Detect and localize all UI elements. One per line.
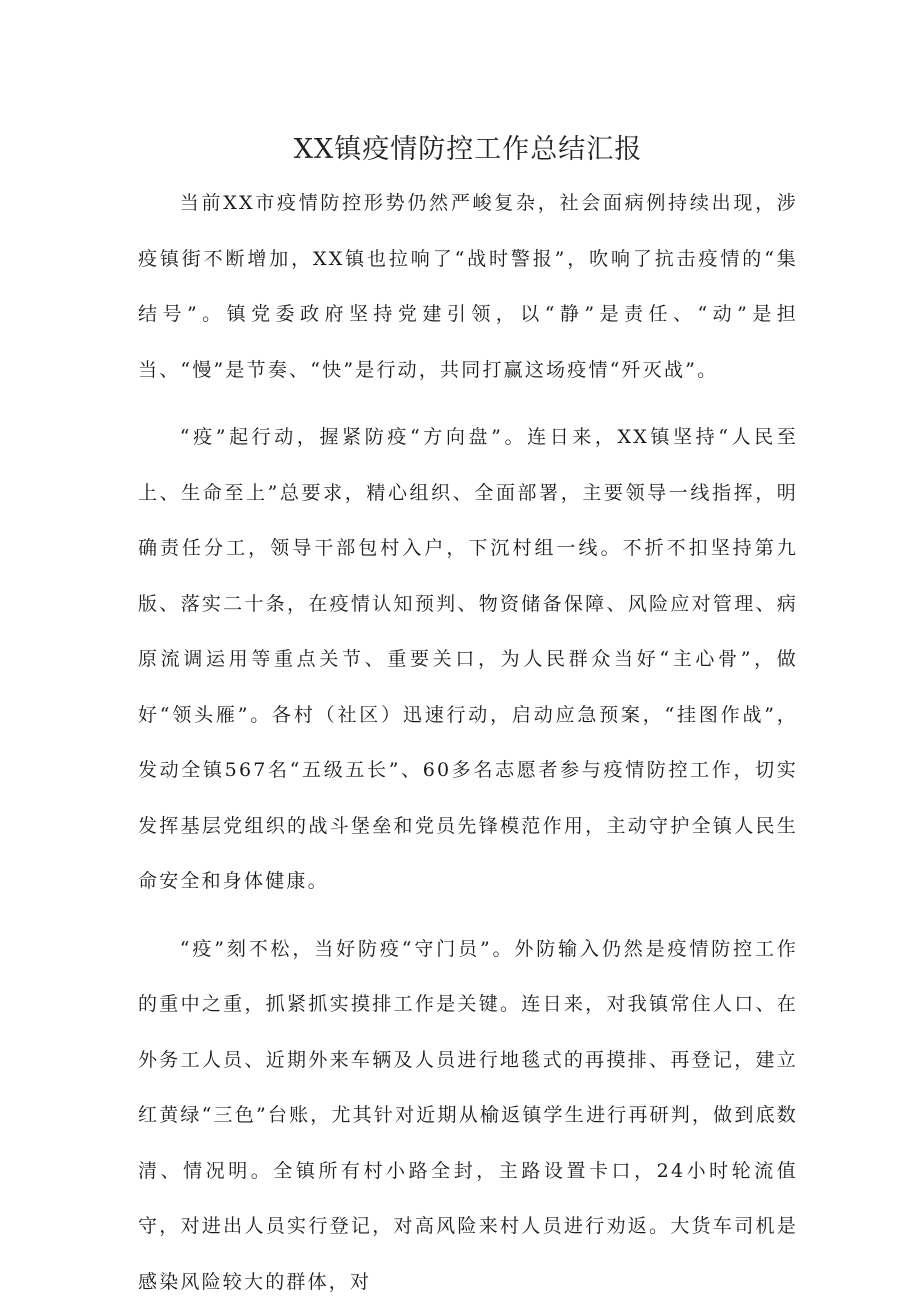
paragraph-action: “疫”起行动，握紧防疫“方向盘”。连日来，XX镇坚持“人民至上、生命至上”总要求，精心组织、全面部署，主要领导一线指挥，明确责任分工，领导干部包村入户，下沉村组一线。不折不扣坚持第九版、落实二十条，在疫情认知预判、物资储备保障、风险应对管理、病原流调运用等重点关节、重要关口，为人民群众当好“主心骨”，做好“领头雁”。各村（社区）迅速行动，启动应急预案，“挂图作战”，发动全镇567名“五级五长”、60多名志愿者参与疫情防控工作，切实发挥基层党组织的战斗堡垒和党员先锋模范作用，主动守护全镇人民生命安全和身体健康。 (138, 410, 798, 910)
paragraph-intro: 当前XX市疫情防控形势仍然严峻复杂，社会面病例持续出现，涉疫镇街不断增加，XX镇也拉响了“战时警报”，吹响了抗击疫情的“集结号”。镇党委政府坚持党建引领，以“静”是责任、“动”是担当、“慢”是节奏、“快”是行动，共同打赢这场疫情“歼灭战”。 (138, 176, 798, 398)
document-title: XX镇疫情防控工作总结汇报 (138, 128, 798, 172)
paragraph-gatekeeper: “疫”刻不松，当好防疫“守门员”。外防输入仍然是疫情防控工作的重中之重，抓紧抓实摸排工作是关键。连日来，对我镇常住人口、在外务工人员、近期外来车辆及人员进行地毯式的再摸排、再登记，建立红黄绿“三色”台账，尤其针对近期从榆返镇学生进行再研判，做到底数清、情况明。全镇所有村小路全封，主路设置卡口，24小时轮流值守，对进出人员实行登记，对高风险来村人员进行劝返。大货车司机是感染风险较大的群体，对 (138, 922, 798, 1310)
